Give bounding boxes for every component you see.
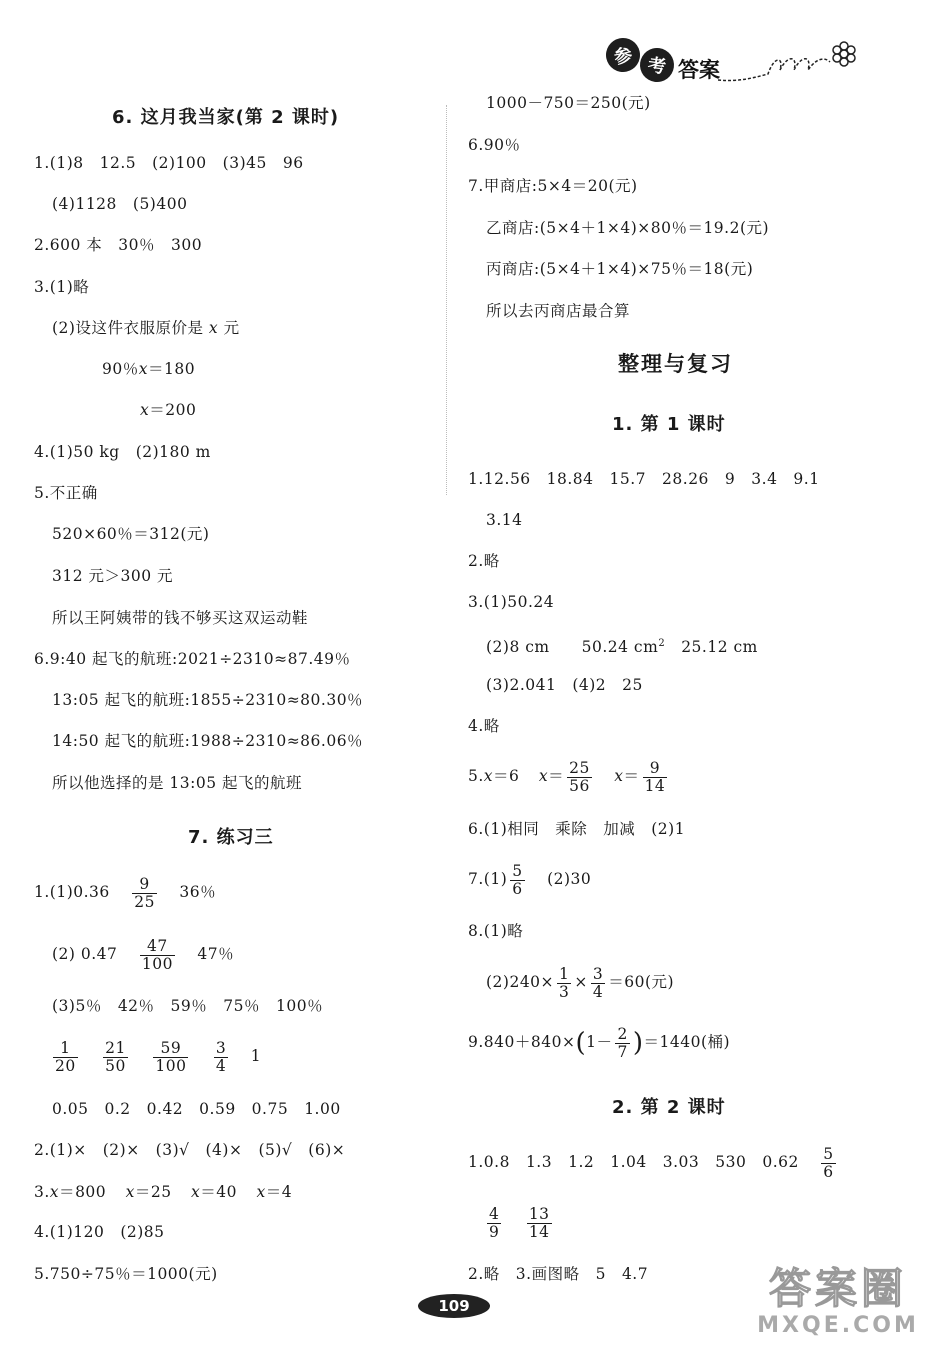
answer-line: 所以王阿姨带的钱不够买这双运动鞋	[52, 609, 309, 627]
fraction: $\frac{25}{56}$	[569, 758, 590, 795]
answer-line: 1.(1)8 12.5 (2)100 (3)45 96	[34, 154, 304, 172]
answer-line: 5.750÷75％＝1000(元)	[34, 1265, 218, 1283]
answer-line: 13:05 起飞的航班:1855÷2310≈80.30％	[52, 691, 364, 709]
variable: x	[138, 360, 148, 378]
value: 4	[281, 1183, 293, 1201]
swirl-flower-icon	[718, 36, 868, 86]
answer-line: 5.x＝6 x＝ $\frac{25}{56}$ x＝ $\frac{9}{14}$	[468, 758, 666, 795]
line-text: (2)30	[547, 870, 592, 888]
answer-line: 3.x＝800 x＝25 x＝40 x＝4	[34, 1183, 293, 1201]
variable: x	[256, 1183, 266, 1201]
section-title: 6. 这月我当家(第 2 课时)	[112, 107, 340, 128]
fraction: $\frac{21}{50}$	[105, 1038, 126, 1075]
answer-line	[468, 861, 591, 898]
answer-line: 6.(1)相同 乘除 加减 (2)1	[468, 820, 686, 838]
line-text: 36％	[179, 883, 217, 901]
answer-line: 9.840＋840×(1－ $\frac{2}{7}$ )＝1440(桶)	[468, 1024, 731, 1061]
fraction: $\frac{9}{14}$	[644, 758, 666, 795]
answer-line: (2)240× $\frac{1}{3}$ × $\frac{3}{4}$ ＝60(元)	[486, 964, 675, 1001]
page-number: 109	[418, 1294, 490, 1318]
line-text: 元	[218, 319, 240, 337]
answer-line: 2.略	[468, 552, 500, 570]
line-text: 7.(1)	[468, 870, 508, 888]
section-title: 1. 第 1 课时	[612, 414, 726, 435]
answer-header	[600, 30, 900, 90]
variable: x	[140, 401, 150, 419]
answer-line: 8.(1)略	[468, 922, 524, 940]
answer-line: 1000－750＝250(元)	[486, 94, 651, 112]
answer-line: 2.600 本 30％ 300	[34, 236, 203, 254]
answer-line	[484, 1204, 555, 1241]
answer-line: 0.05 0.2 0.42 0.59 0.75 1.00	[52, 1100, 341, 1118]
answer-line: 所以他选择的是 13:05 起飞的航班	[52, 774, 303, 792]
chapter-title: 整理与复习	[618, 352, 733, 376]
value: 40	[216, 1183, 238, 1201]
header-badge: 考	[638, 46, 676, 84]
line-text: 1	[250, 1047, 262, 1065]
line-text: ＝1440(桶)	[643, 1033, 731, 1051]
line-text: (2)8 cm 50.24 cm	[486, 638, 659, 657]
line-text: (2) 0.47	[52, 945, 118, 963]
fraction: $\frac{1}{20}$	[55, 1038, 76, 1075]
answer-line: 4.(1)120 (2)85	[34, 1223, 165, 1241]
header-badge: 参	[603, 35, 643, 75]
answer-line: 3.(1)50.24	[468, 593, 555, 611]
line-text: (2)设这件衣服原价是	[52, 319, 209, 337]
fraction: $\frac{59}{100}$	[155, 1038, 187, 1075]
answer-line: 3.(1)略	[34, 278, 90, 296]
answer-line	[52, 936, 234, 973]
answer-line	[468, 1144, 839, 1181]
answer-line: 6.90％	[468, 136, 521, 154]
answer-line: 14:50 起飞的航班:1988÷2310≈86.06％	[52, 732, 364, 750]
answer-line	[52, 318, 240, 338]
line-text: 25.12 cm	[665, 638, 758, 657]
fraction: $\frac{5}{6}$	[512, 861, 523, 898]
section-title: 2. 第 2 课时	[612, 1097, 726, 1118]
line-text: 1.(1)0.36	[34, 883, 110, 901]
answer-line	[486, 634, 758, 657]
line-text: (2)240×	[486, 973, 555, 991]
variable: x	[483, 767, 494, 785]
answer-line: 7.甲商店:5×4＝20(元)	[468, 177, 638, 195]
variable: x	[125, 1183, 135, 1201]
fraction: $\frac{4}{9}$	[489, 1204, 500, 1241]
fraction: $\frac{9}{25}$	[134, 874, 155, 911]
answer-line: (4)1128 (5)400	[52, 195, 188, 213]
answer-line: 5.不正确	[34, 484, 98, 502]
line-text: ＝6	[493, 767, 520, 785]
column-divider	[446, 105, 447, 495]
answer-line	[34, 874, 216, 911]
variable: x	[191, 1183, 201, 1201]
answer-line: 乙商店:(5×4＋1×4)×80％＝19.2(元)	[486, 219, 770, 237]
answer-line: 2.(1)× (2)× (3)√ (4)× (5)√ (6)×	[34, 1141, 346, 1159]
answer-line: 6.9:40 起飞的航班:2021÷2310≈87.49％	[34, 650, 351, 668]
answer-line: 所以去丙商店最合算	[486, 302, 631, 320]
watermark-text: 答案圈	[768, 1264, 907, 1313]
answer-line: (3)5％ 42％ 59％ 75％ 100％	[52, 997, 324, 1015]
variable: x	[538, 767, 549, 785]
answer-line: 1.12.56 18.84 15.7 28.26 9 3.4 9.1	[468, 470, 820, 488]
answer-line: 3.14	[486, 511, 523, 529]
line-text: 9.840＋840×	[468, 1033, 576, 1051]
answer-line: 2.略 3.画图略 5 4.7	[468, 1265, 649, 1283]
fraction: $\frac{3}{4}$	[592, 964, 604, 1001]
answer-line: (3)2.041 (4)2 25	[486, 676, 643, 694]
variable: x	[208, 319, 219, 337]
variable: x	[49, 1183, 60, 1201]
value: 800	[75, 1183, 107, 1201]
header-title: 答案	[678, 58, 720, 82]
fraction: $\frac{47}{100}$	[141, 936, 173, 973]
answer-line: 丙商店:(5×4＋1×4)×75％＝18(元)	[486, 260, 754, 278]
superscript: 2	[658, 638, 666, 649]
line-text: 5.	[468, 767, 484, 785]
fraction: $\frac{5}{6}$	[823, 1144, 834, 1181]
line-text: 90％	[102, 360, 139, 378]
answer-line: 4.(1)50 kg (2)180 m	[34, 443, 211, 461]
line-text: 3.	[34, 1183, 50, 1201]
value: 25	[150, 1183, 172, 1201]
line-text: 1.0.8 1.3 1.2 1.04 3.03 530 0.62	[468, 1153, 799, 1171]
line-text: 47％	[197, 945, 235, 963]
answer-line	[140, 400, 196, 420]
variable: x	[614, 767, 624, 785]
section-title: 7. 练习三	[188, 827, 274, 848]
fraction: $\frac{3}{4}$	[215, 1038, 227, 1075]
watermark	[748, 1265, 928, 1350]
line-text: 1－	[586, 1033, 613, 1051]
answer-line	[50, 1038, 261, 1075]
fraction: $\frac{13}{14}$	[528, 1204, 550, 1241]
fraction: $\frac{2}{7}$	[617, 1024, 628, 1061]
line-text: ＝180	[147, 360, 196, 378]
answer-line: 520×60％＝312(元)	[52, 525, 210, 543]
answer-line: 4.略	[468, 717, 500, 735]
line-text: ＝200	[149, 401, 197, 419]
answer-line	[102, 359, 195, 379]
watermark-url: MXQE.COM	[757, 1313, 919, 1338]
line-text: ＝60(元)	[608, 973, 675, 991]
answer-line: 312 元＞300 元	[52, 567, 174, 585]
fraction: $\frac{1}{3}$	[559, 964, 570, 1001]
